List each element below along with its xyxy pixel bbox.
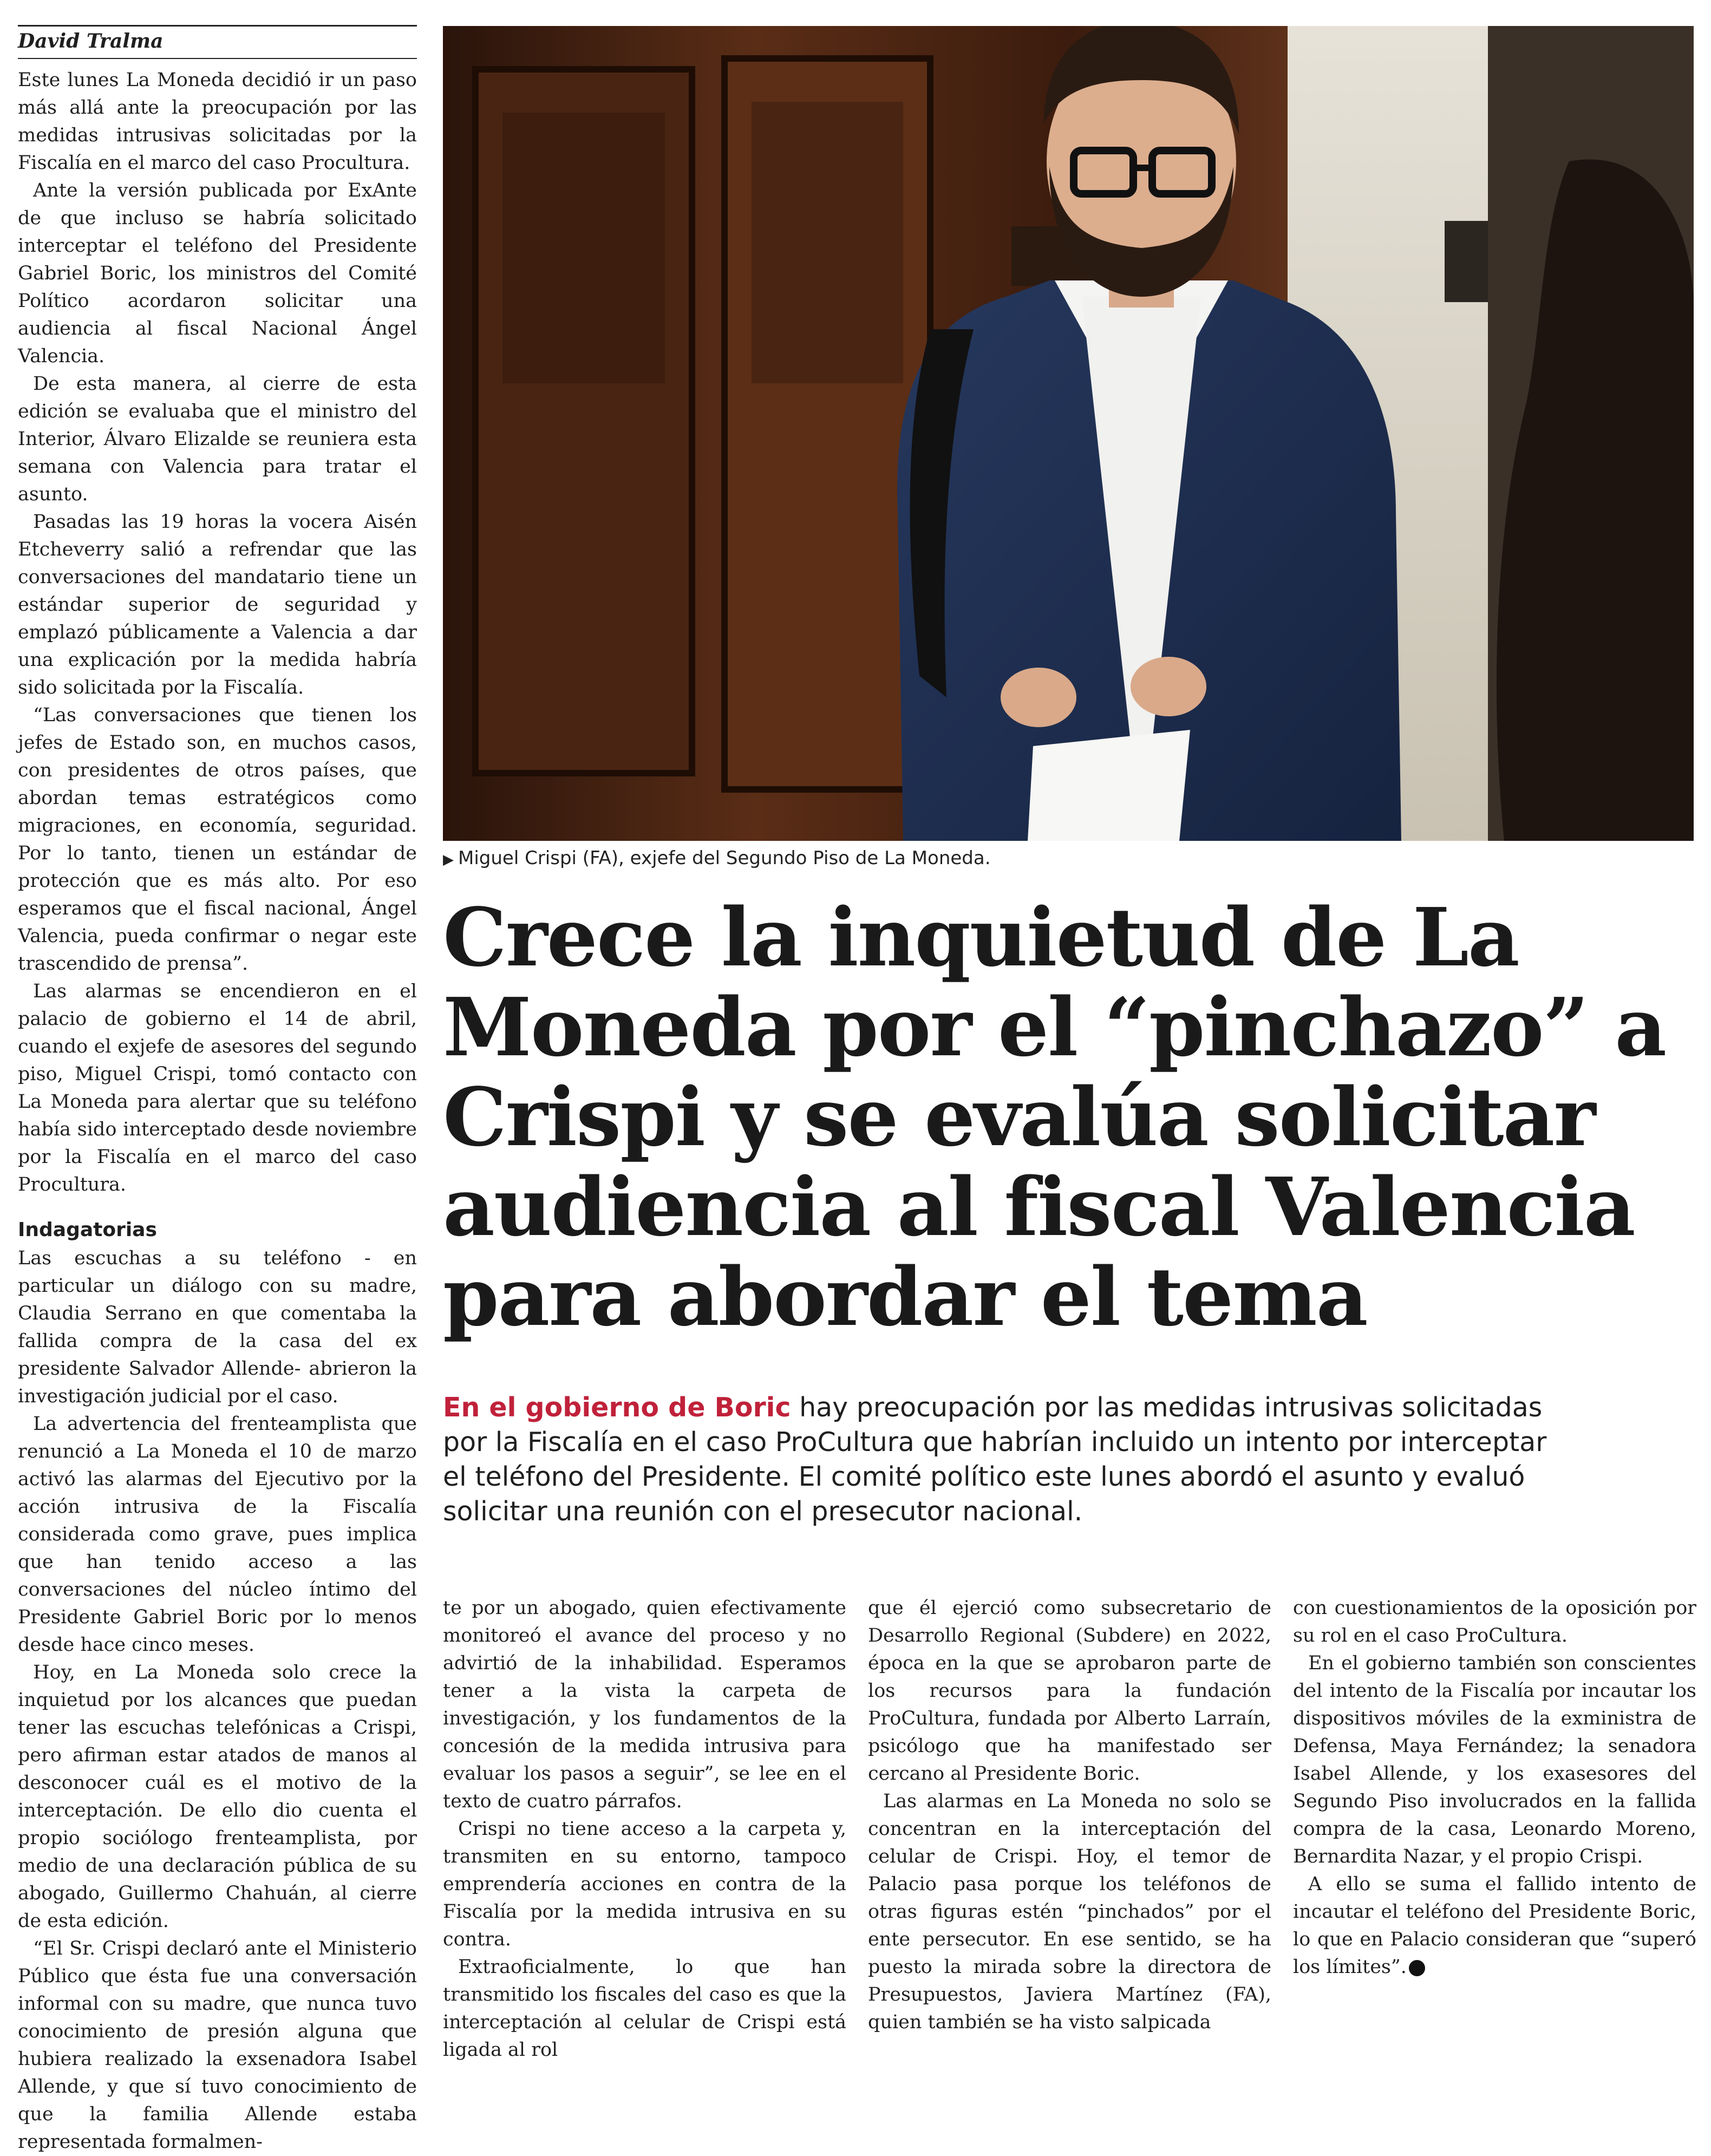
paragraph: Este lunes La Moneda decidió ir un paso más allá ante la preocupación por las medidas intrusivas solicitadas por la Fiscalía en el marco del caso Procultura. <box>18 69 417 174</box>
byline-rule-bottom <box>18 58 417 59</box>
paragraph: Las alarmas se encendieron en el palacio de gobierno el 14 de abril, cuando el exjefe de asesores del segundo piso, Miguel Crispi, tomó contacto con La Moneda para alertar que su teléfono había sido interceptado desde noviembre por la Fiscalía en el marco del caso Procultura. <box>18 981 417 1195</box>
paragraph: Las alarmas en La Moneda no solo se concentran en la interceptación del celular de Crispi. Hoy, el temor de Palacio pasa porque los teléfonos de otras figuras estén “pinchados” por el ente persecutor. En ese sentido, se ha puesto la mirada sobre la directora de Presupuestos, Javiera Martínez (FA), quien también se ha visto salpicada <box>868 1791 1271 2033</box>
headline: Crece la inquietud de La Moneda por el “pinchazo” a Crispi y se evalúa solicitar audiencia al fiscal Valencia para abordar el tema <box>443 890 1666 1344</box>
paragraph: En el gobierno también son conscientes del intento de la Fiscalía por incautar los dispositivos móviles de la exministra de Defensa, Maya Fernández; la senadora Isabel Allende, y los exasesores del Segundo Piso involucrados en la fallida compra de la casa, Leonardo Moreno, Bernardita Nazar, y el propio Crispi. <box>1293 1652 1696 1867</box>
photo-caption <box>443 847 991 869</box>
paragraph: Extraoficialmente, lo que han transmitido los fiscales del caso es que la interceptación al celular de Crispi está ligada al rol <box>443 1956 846 2061</box>
photo-illustration <box>443 26 1694 841</box>
lead-kicker: En el gobierno de Boric <box>443 1392 791 1423</box>
lead-text: hay preocupación por las medidas intrusivas solicitadas por la Fiscalía en el caso ProCultura que habrían incluido un intento por interceptar el teléfono del Presidente. El comité político este lunes abordó el asunto y evaluó solicitar una reunión con el presecutor nacional. <box>443 1392 1547 1527</box>
paragraph: que él ejerció como subsecretario de Desarrollo Regional (Subdere) en 2022, época en la que se aprobaron parte de los recursos para la fundación ProCultura, fundada por Alberto Larraín, psicólogo que ha manifestado ser cercano al Presidente Boric. <box>868 1597 1271 1785</box>
paragraph: Ante la versión publicada por ExAnte de que incluso se habría solicitado interceptar el teléfono del Presidente Gabriel Boric, los ministros del Comité Político acordaron solicitar una audiencia al fiscal Nacional Ángel Valencia. <box>18 180 417 367</box>
paragraph <box>1293 1871 1696 1981</box>
end-mark-icon <box>1409 1960 1425 1976</box>
paragraph: con cuestionamientos de la oposición por su rol en el caso ProCultura. <box>1293 1597 1696 1647</box>
paragraph: De esta manera, al cierre de esta edición se evaluaba que el ministro del Interior, Álvaro Elizalde se reuniera esta semana con Valencia para tratar el asunto. <box>18 373 417 505</box>
subhead: Indagatorias <box>18 1219 157 1241</box>
left-column <box>18 25 417 2156</box>
paragraph: Crispi no tiene acceso a la carpeta y, transmiten en su entorno, tampoco emprendería acciones en contra de la Fiscalía por la medida intrusiva en su contra. <box>443 1818 846 1950</box>
article-body-col2 <box>443 1595 846 2064</box>
final-sentence: A ello se suma el fallido intento de incautar el teléfono del Presidente Boric, lo que en Palacio consideran que “superó los límites”. <box>1293 1873 1696 1978</box>
caption-triangle-icon: ▶ <box>443 852 454 868</box>
paragraph: Las escuchas a su teléfono - en particular un diálogo con su madre, Claudia Serrano en que comentaba la fallida compra de la casa del ex presidente Salvador Allende- abrieron la investigación judicial por el caso. <box>18 1247 417 1407</box>
lead-paragraph <box>443 1390 1547 1529</box>
paragraph: Pasadas las 19 horas la vocera Aisén Etcheverry salió a refrendar que las conversaciones del mandatario tiene un estándar superior de seguridad y emplazó públicamente a Valencia a dar una explicación por la medida habría sido solicitada por la Fiscalía. <box>18 511 417 698</box>
paragraph: Hoy, en La Moneda solo crece la inquietud por los alcances que puedan tener las escuchas telefónicas a Crispi, pero afirman estar atados de manos al desconocer cuál es el motivo de la interceptación. De ello dio cuenta el propio sociólogo frenteamplista, por medio de una declaración pública de su abogado, Guillermo Chahuán, al cierre de esta edición. <box>18 1662 417 1932</box>
news-photo <box>443 26 1694 841</box>
caption-text: Miguel Crispi (FA), exjefe del Segundo Piso de La Moneda. <box>458 847 991 869</box>
byline-rule-top <box>18 25 417 27</box>
paragraph: “Las conversaciones que tienen los jefes de Estado son, en muchos casos, con presidentes de otros países, que abordan temas estratégicos como migraciones, en economía, seguridad. Por lo tanto, tienen un estándar de protección que es más alto. Por eso esperamos que el fiscal nacional, Ángel Valencia, pueda confirmar o negar este trascendido de prensa”. <box>18 704 417 975</box>
paragraph: te por un abogado, quien efectivamente monitoreó el avance del proceso y no advirtió de la inhabilidad. Esperamos tener a la vista la carpeta de investigación, y los fundamentos de la concesión de la medida intrusiva para evaluar los pasos a seguir”, se lee en el texto de cuatro párrafos. <box>443 1597 846 1812</box>
paragraph: “El Sr. Crispi declaró ante el Ministerio Público que ésta fue una conversación informal con su madre, que nunca tuvo conocimiento de presión alguna que hubiera realizado la exsenadora Isabel Allende, y que sí tuvo conocimiento de que la familia Allende estaba representada formalmen- <box>18 1938 417 2153</box>
article-body-col1 <box>18 67 417 2156</box>
byline: David Tralma <box>18 30 164 53</box>
article-body-col3 <box>868 1595 1271 2036</box>
paragraph: La advertencia del frenteamplista que renunció a La Moneda el 10 de marzo activó las alarmas del Ejecutivo por la acción intrusiva de la Fiscalía considerada como grave, pues implica que han tenido acceso a las conversaciones del núcleo íntimo del Presidente Gabriel Boric por lo menos desde hace cinco meses. <box>18 1413 417 1656</box>
article-body-col4 <box>1293 1595 1696 1981</box>
